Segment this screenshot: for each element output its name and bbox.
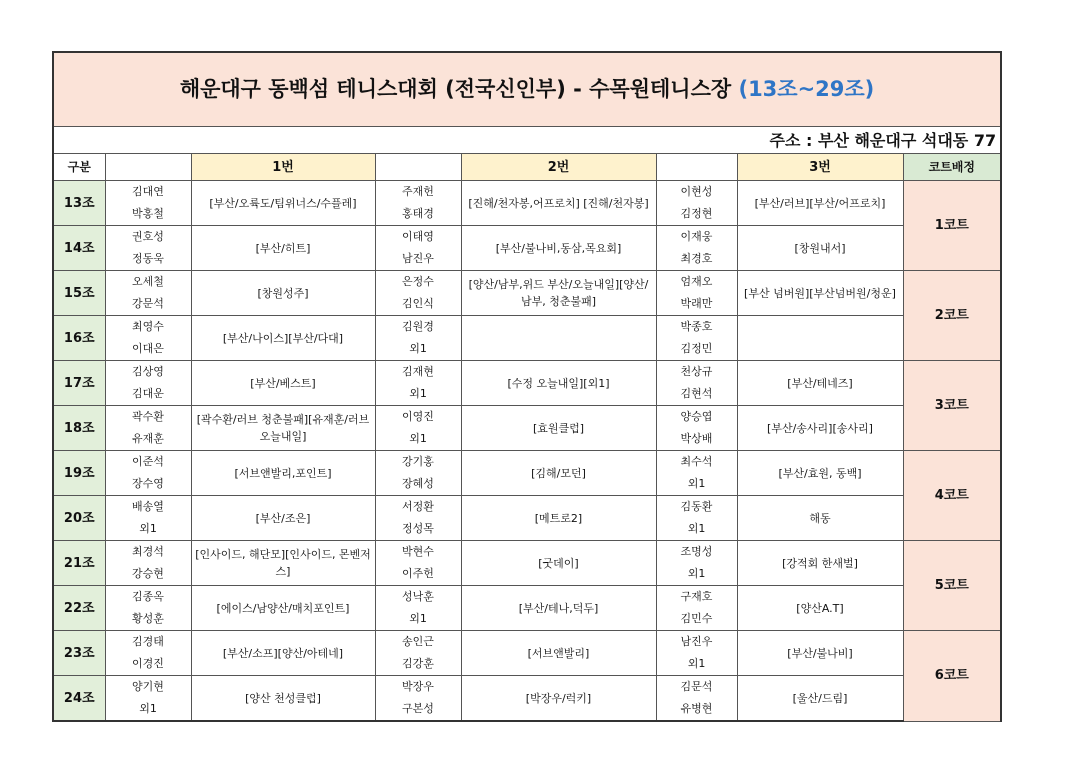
team1-club: [곽수환/러브 청춘불패][유재훈/러브 오늘내일]: [191, 406, 375, 451]
group-row: [53, 451, 1001, 496]
team2-player-a: 주재헌: [402, 185, 434, 198]
team3-club: [737, 316, 903, 361]
team2-player-a: 송인근: [402, 635, 434, 648]
team1-player-b: 이경진: [132, 657, 164, 670]
header-blank-2: [375, 154, 461, 181]
team1-players: [105, 676, 191, 722]
team1-players: [105, 451, 191, 496]
group-row: [53, 316, 1001, 361]
team1-player-a: 오세철: [132, 275, 164, 288]
team3-player-a: 김문석: [680, 680, 713, 693]
group-row: [53, 676, 1001, 722]
team2-player-b: 장혜성: [402, 477, 434, 490]
team3-club: [부산 넘버원][부산넘버원/청운]: [737, 271, 903, 316]
team3-club: [부산/송사리][송사리]: [737, 406, 903, 451]
team1-club: [서브앤발리,포인트]: [191, 451, 375, 496]
team1-player-b: 이대은: [132, 342, 164, 355]
court-assignment: 5코트: [903, 541, 1001, 631]
team2-players: [375, 586, 461, 631]
title-main: 해운대구 동백섬 테니스대회 (전국신인부) - 수목원테니스장: [179, 77, 732, 101]
team1-player-a: 배송열: [132, 500, 164, 513]
header-row: [53, 154, 1001, 181]
team3-club: 해동: [737, 496, 903, 541]
team3-player-b: 최경호: [680, 252, 713, 265]
team2-player-b: 외1: [409, 612, 427, 625]
title-accent: (13조~29조): [738, 77, 875, 101]
team2-club: [수정 오늘내일][외1]: [461, 361, 656, 406]
team1-players: [105, 631, 191, 676]
page-title: [53, 52, 1001, 127]
court-assignment: 1코트: [903, 181, 1001, 271]
team2-players: [375, 631, 461, 676]
team3-players: [656, 316, 737, 361]
team3-players: [656, 586, 737, 631]
team2-player-b: 남진우: [402, 252, 434, 265]
team2-players: [375, 271, 461, 316]
group-label: 23조: [53, 631, 105, 676]
team1-club: [창원성주]: [191, 271, 375, 316]
court-assignment: 2코트: [903, 271, 1001, 361]
team1-player-a: 김경태: [132, 635, 164, 648]
team3-player-a: 이현성: [680, 185, 713, 198]
team2-club: [메트로2]: [461, 496, 656, 541]
team3-player-b: 김정현: [680, 207, 713, 220]
team1-player-b: 외1: [139, 522, 157, 535]
team3-players: [656, 676, 737, 722]
team3-player-b: 김민수: [680, 612, 713, 625]
team2-player-b: 외1: [409, 432, 427, 445]
team2-players: [375, 181, 461, 226]
group-label: 18조: [53, 406, 105, 451]
court-assignment: 3코트: [903, 361, 1001, 451]
team1-player-b: 외1: [139, 702, 157, 715]
team1-player-b: 장수영: [132, 477, 164, 490]
team2-player-a: 이영진: [402, 410, 434, 423]
team1-players: [105, 271, 191, 316]
team2-player-b: 김강훈: [402, 657, 434, 670]
team1-players: [105, 586, 191, 631]
team3-players: [656, 181, 737, 226]
team3-club: [부산/불나비]: [737, 631, 903, 676]
team1-player-a: 최경석: [132, 545, 164, 558]
team1-player-a: 김종옥: [132, 590, 164, 603]
team3-player-b: 박래만: [680, 297, 713, 310]
team2-player-a: 김재현: [402, 365, 434, 378]
team1-player-a: 김상영: [132, 365, 164, 378]
group-row: [53, 271, 1001, 316]
team3-player-a: 엄재오: [680, 275, 713, 288]
team1-players: [105, 541, 191, 586]
team3-player-a: 조명성: [680, 545, 713, 558]
team2-club: [양산/남부,위드 부산/오늘내일][양산/남부, 청춘불패]: [461, 271, 656, 316]
team3-players: [656, 271, 737, 316]
team3-player-b: 외1: [687, 477, 706, 490]
team3-players: [656, 451, 737, 496]
team1-player-b: 김대운: [132, 387, 164, 400]
group-row: [53, 406, 1001, 451]
group-row: [53, 361, 1001, 406]
team2-club: [461, 316, 656, 361]
team3-player-a: 김동환: [680, 500, 713, 513]
group-label: 19조: [53, 451, 105, 496]
team3-player-a: 양승엽: [680, 410, 713, 423]
team3-player-a: 구재호: [680, 590, 713, 603]
header-team3: 3번: [737, 154, 903, 181]
team3-players: [656, 541, 737, 586]
team1-player-a: 권호성: [132, 230, 164, 243]
team2-player-b: 정성목: [402, 522, 434, 535]
group-label: 22조: [53, 586, 105, 631]
team3-players: [656, 406, 737, 451]
team3-player-b: 김현석: [680, 387, 713, 400]
team2-player-a: 박현수: [402, 545, 434, 558]
team1-players: [105, 226, 191, 271]
team1-club: [부산/오륙도/팀위너스/수플레]: [191, 181, 375, 226]
group-label: 17조: [53, 361, 105, 406]
team1-club: [에이스/남양산/매치포인트]: [191, 586, 375, 631]
team1-player-b: 강승현: [132, 567, 164, 580]
team2-player-b: 외1: [409, 387, 427, 400]
team1-player-a: 이준석: [132, 455, 164, 468]
group-row: [53, 496, 1001, 541]
team2-player-a: 서정환: [402, 500, 434, 513]
team1-player-a: 곽수환: [132, 410, 164, 423]
header-blank-3: [656, 154, 737, 181]
team1-player-b: 정동욱: [132, 252, 164, 265]
team3-club: [울산/드림]: [737, 676, 903, 722]
header-court: 코트배정: [903, 154, 1001, 181]
team2-player-b: 김인식: [402, 297, 434, 310]
team2-club: [박장우/럭키]: [461, 676, 656, 722]
team1-club: [양산 천성클럽]: [191, 676, 375, 722]
team1-player-a: 김대연: [132, 185, 164, 198]
team2-player-a: 성낙훈: [402, 590, 434, 603]
team3-player-b: 박상배: [680, 432, 713, 445]
team3-player-b: 김정민: [680, 342, 713, 355]
team2-club: [부산/불나비,동삼,목요회]: [461, 226, 656, 271]
team3-player-a: 최수석: [680, 455, 713, 468]
team2-player-b: 구본성: [402, 702, 434, 715]
team1-club: [부산/히트]: [191, 226, 375, 271]
group-row: [53, 631, 1001, 676]
team2-players: [375, 226, 461, 271]
team3-player-b: 외1: [687, 522, 706, 535]
bracket-body: [53, 52, 1001, 721]
team3-club: [부산/러브][부산/어프로치]: [737, 181, 903, 226]
group-label: 24조: [53, 676, 105, 722]
header-team1: 1번: [191, 154, 375, 181]
team2-club: [굿데이]: [461, 541, 656, 586]
team2-players: [375, 496, 461, 541]
team3-players: [656, 496, 737, 541]
team3-player-b: 외1: [687, 657, 706, 670]
bracket-table: [52, 51, 1002, 722]
court-assignment: 4코트: [903, 451, 1001, 541]
team1-club: [부산/조은]: [191, 496, 375, 541]
group-label: 16조: [53, 316, 105, 361]
team1-club: [부산/나이스][부산/다대]: [191, 316, 375, 361]
team2-players: [375, 316, 461, 361]
team2-player-b: 이주헌: [402, 567, 434, 580]
team2-player-a: 박장우: [402, 680, 434, 693]
group-row: [53, 541, 1001, 586]
group-row: [53, 181, 1001, 226]
team2-players: [375, 541, 461, 586]
team3-players: [656, 361, 737, 406]
header-blank-1: [105, 154, 191, 181]
team2-players: [375, 676, 461, 722]
team1-player-b: 박홍철: [132, 207, 164, 220]
team2-player-b: 외1: [409, 342, 427, 355]
team2-player-a: 김원경: [402, 320, 434, 333]
team3-players: [656, 226, 737, 271]
team2-club: [효원클럽]: [461, 406, 656, 451]
team1-players: [105, 181, 191, 226]
team2-players: [375, 361, 461, 406]
team3-player-a: 남진우: [680, 635, 713, 648]
team1-player-a: 양기현: [132, 680, 164, 693]
group-label: 15조: [53, 271, 105, 316]
team2-club: [진해/천자봉,어프로치] [진해/천자봉]: [461, 181, 656, 226]
bracket-sheet: [52, 51, 1000, 722]
team2-player-a: 이태영: [402, 230, 434, 243]
group-row: [53, 586, 1001, 631]
team3-club: [창원내서]: [737, 226, 903, 271]
court-assignment: 6코트: [903, 631, 1001, 722]
team2-players: [375, 406, 461, 451]
team1-players: [105, 496, 191, 541]
team2-club: [김해/모던]: [461, 451, 656, 496]
team1-club: [부산/소프][양산/아테네]: [191, 631, 375, 676]
team1-club: [인사이드, 해단모][인사이드, 몬벤저스]: [191, 541, 375, 586]
team1-player-a: 최영수: [132, 320, 164, 333]
team2-club: [서브앤발리]: [461, 631, 656, 676]
team2-players: [375, 451, 461, 496]
team1-players: [105, 316, 191, 361]
team3-player-a: 박종호: [680, 320, 713, 333]
group-label: 13조: [53, 181, 105, 226]
group-row: [53, 226, 1001, 271]
header-team2: 2번: [461, 154, 656, 181]
team3-player-b: 유병현: [680, 702, 713, 715]
team1-player-b: 황성훈: [132, 612, 164, 625]
team1-players: [105, 406, 191, 451]
group-label: 21조: [53, 541, 105, 586]
team1-club: [부산/베스트]: [191, 361, 375, 406]
address-line: 주소 : 부산 해운대구 석대동 77: [53, 127, 1001, 154]
team3-player-b: 외1: [687, 567, 706, 580]
group-label: 20조: [53, 496, 105, 541]
team2-player-a: 은정수: [402, 275, 434, 288]
header-gubun: 구분: [53, 154, 105, 181]
team2-player-b: 홍태경: [402, 207, 434, 220]
team3-players: [656, 631, 737, 676]
team1-players: [105, 361, 191, 406]
team2-club: [부산/테나,덕두]: [461, 586, 656, 631]
team3-club: [부산/테네즈]: [737, 361, 903, 406]
team3-player-a: 이재웅: [680, 230, 713, 243]
team1-player-b: 강문석: [132, 297, 164, 310]
team3-club: [강적회 한새벌]: [737, 541, 903, 586]
team3-club: [부산/효원, 동백]: [737, 451, 903, 496]
team3-club: [양산A.T]: [737, 586, 903, 631]
group-label: 14조: [53, 226, 105, 271]
team3-player-a: 천상규: [680, 365, 713, 378]
team1-player-b: 유재훈: [132, 432, 164, 445]
team2-player-a: 강기홍: [402, 455, 434, 468]
